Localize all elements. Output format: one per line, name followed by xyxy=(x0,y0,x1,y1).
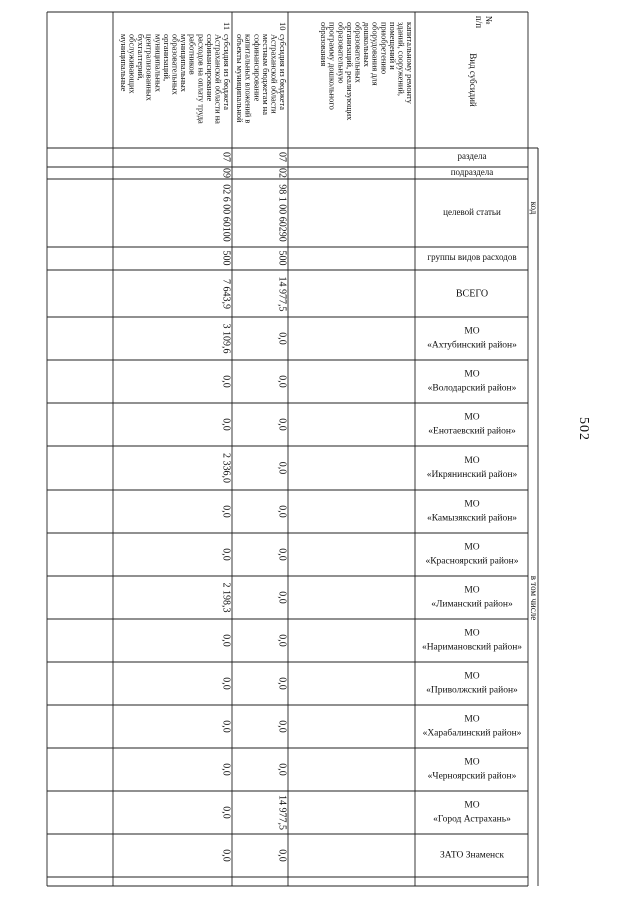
mo-header-8-name: «Приволжский район» xyxy=(426,685,518,696)
row-desc-line-2-1: Астраханской области на xyxy=(213,34,223,124)
row-desc-line-0-2: помещений и xyxy=(387,22,397,70)
row-2-kod-0: 07 xyxy=(220,152,232,162)
kod-col-header-2: целевой статьи xyxy=(443,207,501,218)
mo-header-11-name: «Город Астрахань» xyxy=(433,814,511,825)
row-2-value-9: 0,0 xyxy=(220,720,232,733)
row-2-value-10: 0,0 xyxy=(220,763,232,776)
row-1-kod-2: 98 1 00 60290 xyxy=(276,184,288,242)
row-2-kod-3: 500 xyxy=(220,250,232,266)
row-1-value-12: 0,0 xyxy=(276,849,288,862)
row-1-value-3: 0,0 xyxy=(276,461,288,475)
mo-header-3: МО xyxy=(464,456,480,467)
row-desc-line-1-3: софинансирование xyxy=(252,34,262,102)
mo-header-11: МО xyxy=(464,800,480,811)
row-desc-line-0-5: дошкольных xyxy=(362,22,372,67)
row-2-value-8: 0,0 xyxy=(220,677,232,690)
num-header-sub: п/п xyxy=(473,15,484,29)
row-desc-line-1-5: объекты муниципальной xyxy=(235,34,245,123)
mo-header-7-name: «Наримановский район» xyxy=(421,642,523,653)
row-num-2: 11 xyxy=(222,22,232,31)
row-desc-line-2-2: софинансирование xyxy=(204,34,214,102)
row-2-kod-4: 7 643,9 xyxy=(220,279,232,309)
mo-header-10: МО xyxy=(464,757,480,768)
kod-col-header-0: раздела xyxy=(457,151,487,162)
mo-header-0: МО xyxy=(464,326,480,337)
row-1-kod-0: 07 xyxy=(276,152,288,162)
row-desc-line-2-4: работников xyxy=(187,34,197,75)
row-desc-line-0-6: образовательных xyxy=(353,22,363,83)
mo-header-6-name: «Лиманский район» xyxy=(431,599,513,610)
mo-header-6: МО xyxy=(464,585,480,596)
row-desc-line-2-5: муниципальных xyxy=(179,34,189,92)
row-desc-line-1-4: капитальных вложений в xyxy=(243,34,253,124)
row-2-kod-2: 02 6 00 60100 xyxy=(220,184,232,242)
mo-header-12: ЗАТО Знаменск xyxy=(440,850,504,861)
mo-header-9-name: «Харабалинский район» xyxy=(422,728,522,739)
row-desc-line-0-8: образовательную xyxy=(336,22,346,84)
mo-header-3-name: «Икрянинский район» xyxy=(426,470,518,481)
row-desc-line-0-4: оборудования для xyxy=(370,22,380,86)
row-1-value-6: 0,0 xyxy=(276,591,288,604)
row-1-value-2: 0,0 xyxy=(276,418,288,431)
row-2-value-2: 0,0 xyxy=(220,418,232,431)
row-desc-line-2-11: обслуживающих xyxy=(127,34,137,94)
row-2-value-11: 0,0 xyxy=(220,806,232,819)
mo-header-2-name: «Енотаевский район» xyxy=(428,426,516,437)
row-desc-line-0-7: организаций, реализующих xyxy=(344,22,354,121)
row-num-1: 10 xyxy=(278,22,288,31)
row-desc-line-2-0: субсидия из бюджета xyxy=(222,34,232,110)
total-header: ВСЕГО xyxy=(455,288,489,300)
row-desc-line-2-7: организаций, xyxy=(161,34,171,82)
row-1-value-10: 0,0 xyxy=(276,763,288,776)
row-desc-line-1-2: местным бюджетам на xyxy=(260,34,270,115)
row-1-value-5: 0,0 xyxy=(276,548,288,561)
row-1-kod-3: 500 xyxy=(276,250,288,266)
kod-header: код xyxy=(528,201,539,215)
row-desc-line-2-10: бухгалтерий, xyxy=(136,34,146,81)
mo-header-8: МО xyxy=(464,671,480,682)
row-2-value-3: 2 336,0 xyxy=(220,453,232,483)
row-1-kod-4: 14 977,5 xyxy=(276,276,288,312)
kod-col-header-3: группы видов расходов xyxy=(427,252,517,263)
row-1-value-11: 14 977,5 xyxy=(276,795,288,830)
type-header: Вид субсидий xyxy=(467,53,478,107)
page-number: 502 xyxy=(576,417,591,441)
mo-header-5-name: «Красноярский район» xyxy=(425,556,519,567)
mo-header-2: МО xyxy=(464,412,480,423)
row-1-value-9: 0,0 xyxy=(276,720,288,733)
row-desc-line-1-1: Астраханской области xyxy=(269,34,279,114)
row-desc-line-1-0: субсидия из бюджета xyxy=(278,34,288,110)
row-desc-line-0-1: зданий, сооружений, xyxy=(396,22,406,96)
mo-header-5: МО xyxy=(464,542,480,553)
mo-header-1-name: «Володарский район» xyxy=(427,383,517,394)
row-2-kod-1: 09 xyxy=(220,168,232,178)
row-1-value-0: 0,0 xyxy=(276,332,288,345)
row-desc-line-2-3: расходов на оплату труда xyxy=(196,34,206,124)
row-desc-line-0-9: программу дошкольного xyxy=(327,22,337,110)
row-desc-line-2-12: муниципальные xyxy=(118,34,128,92)
row-2-value-1: 0,0 xyxy=(220,375,232,388)
row-2-value-0: 3 109,6 xyxy=(220,323,232,354)
row-desc-line-2-8: муниципальных xyxy=(153,34,163,92)
mo-header-1: МО xyxy=(464,369,480,380)
row-desc-line-2-6: образовательных xyxy=(170,34,180,95)
mo-header-4: МО xyxy=(464,499,480,510)
mo-header-10-name: «Черноярский район» xyxy=(427,771,517,782)
mo-header-7: МО xyxy=(464,628,480,639)
row-desc-line-0-0: капитальному ремонту xyxy=(405,22,415,104)
row-2-value-7: 0,0 xyxy=(220,634,232,647)
row-1-kod-1: 02 xyxy=(276,168,288,178)
row-2-value-6: 2 198,3 xyxy=(220,582,232,613)
row-desc-line-0-10: образования xyxy=(319,22,329,67)
mo-header-4-name: «Камызякский район» xyxy=(426,513,518,524)
mo-header-9: МО xyxy=(464,714,480,725)
incl-header: в том числе xyxy=(528,575,539,621)
row-2-value-12: 0,0 xyxy=(220,849,232,862)
row-desc-line-0-3: приобретению xyxy=(379,22,389,75)
mo-header-0-name: «Ахтубинский район» xyxy=(427,340,517,351)
row-1-value-8: 0,0 xyxy=(276,677,288,690)
row-1-value-1: 0,0 xyxy=(276,375,288,388)
num-header: № xyxy=(483,15,494,25)
row-desc-line-2-9: централизованных xyxy=(144,34,154,101)
row-2-value-4: 0,0 xyxy=(220,505,232,518)
row-2-value-5: 0,0 xyxy=(220,548,232,561)
row-1-value-7: 0,0 xyxy=(276,634,288,647)
kod-col-header-1: подраздела xyxy=(450,167,494,178)
row-1-value-4: 0,0 xyxy=(276,505,288,518)
